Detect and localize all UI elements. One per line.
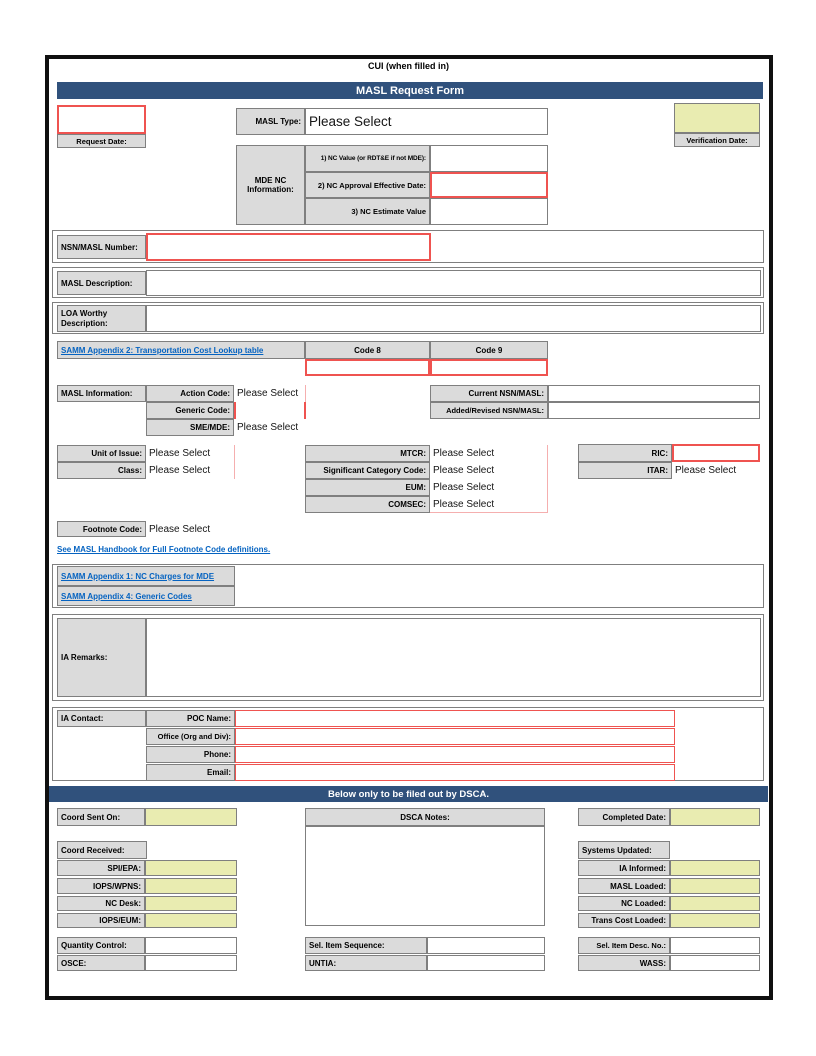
sel-item-desc-field[interactable] (670, 937, 760, 954)
wass-label: WASS: (578, 955, 670, 971)
code9-header: Code 9 (430, 341, 548, 359)
sme-mde-select[interactable]: Please Select (234, 419, 314, 436)
mtcr-label: MTCR: (305, 445, 430, 462)
eum-label: EUM: (305, 479, 430, 496)
nsn-masl-label: NSN/MASL Number: (57, 235, 146, 259)
masl-description-section (52, 267, 764, 298)
iops-eum-field[interactable] (145, 913, 237, 928)
phone-label: Phone: (146, 746, 235, 763)
quantity-control-label: Quantity Control: (57, 937, 145, 954)
email-label: Email: (146, 764, 235, 781)
ia-remarks-label: IA Remarks: (57, 618, 146, 697)
nc-value-field[interactable] (430, 145, 548, 172)
ia-remarks-section (52, 614, 764, 701)
ia-remarks-field[interactable] (146, 618, 761, 697)
code8-header: Code 8 (305, 341, 430, 359)
added-nsn-label: Added/Revised NSN/MASL: (430, 402, 548, 419)
comsec-select[interactable]: Please Select (430, 496, 548, 513)
unit-of-issue-label: Unit of Issue: (57, 445, 146, 462)
dsca-banner: Below only to be filed out by DSCA. (49, 786, 768, 802)
comsec-label: COMSEC: (305, 496, 430, 513)
generic-code-field[interactable] (234, 402, 306, 419)
mtcr-select[interactable]: Please Select (430, 445, 548, 462)
sel-item-sequence-field[interactable] (427, 937, 545, 954)
ia-contact-label: IA Contact: (57, 710, 146, 727)
masl-description-label: MASL Description: (57, 271, 146, 295)
untia-field[interactable] (427, 955, 545, 971)
added-nsn-field[interactable] (548, 402, 760, 419)
verification-date-label: Verification Date: (674, 133, 760, 147)
code9-field[interactable] (430, 359, 548, 376)
coord-sent-label: Coord Sent On: (57, 808, 145, 826)
samm-appendix2-link[interactable]: SAMM Appendix 2: Transportation Cost Lookup table (61, 345, 264, 355)
mde-nc-label: MDE NC Information: (236, 145, 305, 225)
office-field[interactable] (235, 728, 675, 745)
nc-estimate-field[interactable] (430, 198, 548, 225)
ric-label: RIC: (578, 444, 672, 462)
nc-value-label: 1) NC Value (or RDT&E if not MDE): (305, 145, 430, 172)
dsca-notes-header: DSCA Notes: (305, 808, 545, 826)
spi-epa-label: SPI/EPA: (57, 860, 145, 876)
verification-date-field[interactable] (674, 103, 760, 133)
nc-loaded-field[interactable] (670, 896, 760, 911)
trans-cost-loaded-field[interactable] (670, 913, 760, 928)
masl-description-field[interactable] (146, 270, 761, 296)
coord-received-label: Coord Received: (57, 841, 147, 859)
samm-appendix4-cell (57, 586, 235, 606)
sig-cat-label: Significant Category Code: (305, 462, 430, 479)
loa-description-section (52, 302, 764, 334)
masl-type-select[interactable]: Please Select (305, 108, 548, 135)
ric-field[interactable] (672, 444, 760, 462)
itar-select[interactable]: Please Select (672, 462, 760, 479)
nc-approval-field[interactable] (430, 172, 548, 198)
iops-wpns-field[interactable] (145, 878, 237, 894)
ia-contact-section (52, 707, 764, 781)
class-label: Class: (57, 462, 146, 479)
samm-appendix1-cell (57, 566, 235, 586)
samm-appendix1-link[interactable]: SAMM Appendix 1: NC Charges for MDE (61, 571, 215, 581)
masl-handbook-link[interactable]: See MASL Handbook for Full Footnote Code definitions. (57, 545, 271, 554)
ia-informed-field[interactable] (670, 860, 760, 876)
nc-loaded-label: NC Loaded: (578, 896, 670, 911)
poc-name-field[interactable] (235, 710, 675, 727)
phone-field[interactable] (235, 746, 675, 763)
class-select[interactable]: Please Select (146, 462, 235, 479)
trans-cost-loaded-label: Trans Cost Loaded: (578, 913, 670, 928)
untia-label: UNTIA: (305, 955, 427, 971)
coord-sent-field[interactable] (145, 808, 237, 826)
masl-request-form (45, 55, 773, 1000)
completed-date-label: Completed Date: (578, 808, 670, 826)
loa-description-label: LOA Worthy Description: (57, 305, 146, 332)
request-date-field[interactable] (57, 105, 146, 134)
unit-of-issue-select[interactable]: Please Select (146, 445, 235, 462)
masl-loaded-field[interactable] (670, 878, 760, 894)
itar-label: ITAR: (578, 462, 672, 479)
masl-info-label: MASL Information: (57, 385, 146, 402)
iops-wpns-label: IOPS/WPNS: (57, 878, 145, 894)
nc-estimate-label: 3) NC Estimate Value (305, 198, 430, 225)
samm-appendix4-link[interactable]: SAMM Appendix 4: Generic Codes (61, 591, 192, 601)
current-nsn-field[interactable] (548, 385, 760, 402)
wass-field[interactable] (670, 955, 760, 971)
sme-mde-label: SME/MDE: (146, 419, 234, 436)
office-label: Office (Org and Div): (146, 728, 235, 745)
nsn-masl-section (52, 230, 764, 263)
eum-select[interactable]: Please Select (430, 479, 548, 496)
appendix-links-box (52, 564, 764, 608)
loa-description-field[interactable] (146, 305, 761, 332)
cui-banner: CUI (when filled in) (368, 61, 449, 71)
email-field[interactable] (235, 764, 675, 781)
spi-epa-field[interactable] (145, 860, 237, 876)
footnote-code-label: Footnote Code: (57, 521, 146, 537)
dsca-notes-field[interactable] (305, 826, 545, 926)
generic-code-label: Generic Code: (146, 402, 234, 419)
footnote-code-select[interactable]: Please Select (146, 521, 241, 537)
ia-informed-label: IA Informed: (578, 860, 670, 876)
completed-date-field[interactable] (670, 808, 760, 826)
osce-field[interactable] (145, 955, 237, 971)
nc-desk-field[interactable] (145, 896, 237, 911)
iops-eum-label: IOPS/EUM: (57, 913, 145, 928)
action-code-select[interactable]: Please Select (234, 385, 306, 402)
nc-desk-label: NC Desk: (57, 896, 145, 911)
quantity-control-field[interactable] (145, 937, 237, 954)
code8-field[interactable] (305, 359, 430, 376)
nsn-masl-field[interactable] (146, 233, 431, 261)
current-nsn-label: Current NSN/MASL: (430, 385, 548, 402)
systems-updated-label: Systems Updated: (578, 841, 670, 859)
osce-label: OSCE: (57, 955, 145, 971)
sel-item-desc-label: Sel. Item Desc. No.: (578, 937, 670, 954)
nc-approval-label: 2) NC Approval Effective Date: (305, 172, 430, 198)
masl-type-label: MASL Type: (236, 108, 305, 135)
action-code-label: Action Code: (146, 385, 234, 402)
request-date-label: Request Date: (57, 134, 146, 148)
poc-name-label: POC Name: (146, 710, 235, 727)
samm-appendix2-cell (57, 341, 305, 359)
form-title: MASL Request Form (57, 82, 763, 99)
sel-item-sequence-label: Sel. Item Sequence: (305, 937, 427, 954)
sig-cat-select[interactable]: Please Select (430, 462, 548, 479)
masl-loaded-label: MASL Loaded: (578, 878, 670, 894)
